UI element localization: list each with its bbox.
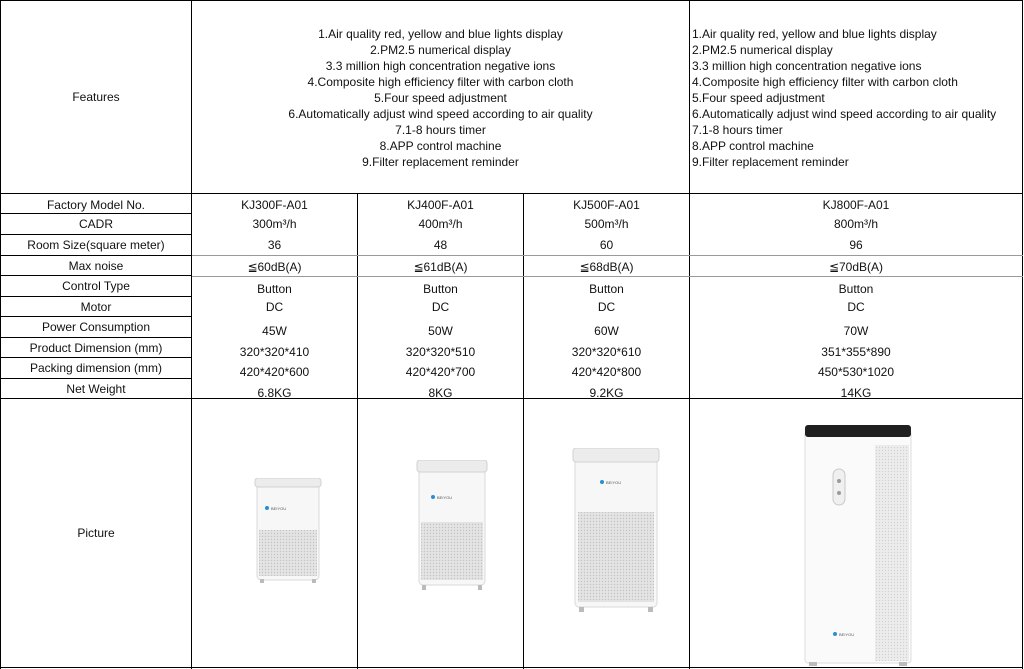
max-noise-cell: ≦60dB(A)	[247, 260, 302, 274]
room-size-cell: 96	[849, 238, 863, 252]
air-purifier-image-kj300f	[252, 478, 324, 586]
feature-item: 1.Air quality red, yellow and blue lights display	[692, 27, 937, 41]
control-type-cell: Button	[589, 281, 624, 296]
feature-item: 8.APP control machine	[692, 139, 814, 153]
features-list-small-models	[192, 1, 689, 193]
feature-item: 3.3 million high concentration negative ions	[325, 59, 556, 73]
model-cell: KJ800F-A01	[822, 197, 890, 212]
max-noise-cell: ≦61dB(A)	[413, 260, 468, 274]
brand-logo-text: BEIYOU	[437, 495, 453, 500]
air-purifier-image-kj400f	[414, 460, 490, 592]
feature-item: 9.Filter replacement reminder	[692, 155, 849, 169]
net-weight-cell: 14KG	[840, 385, 872, 400]
feature-item: 6.Automatically adjust wind speed according to air quality	[692, 107, 997, 121]
row-label-packing-dimension: Packing dimension (mm)	[29, 361, 163, 375]
product-dimension-cell: 320*320*510	[405, 344, 476, 359]
room-size-cell: 48	[433, 238, 448, 252]
control-type-cell: Button	[257, 281, 292, 296]
power-cell: 45W	[262, 323, 287, 338]
row-label-cadr: CADR	[78, 217, 113, 231]
row-label-power: Power Consumption	[41, 320, 151, 334]
feature-item: 3.3 million high concentration negative ions	[692, 59, 922, 73]
motor-cell: DC	[597, 299, 616, 314]
feature-item: 1.Air quality red, yellow and blue lights display	[318, 27, 563, 41]
motor-cell: DC	[265, 299, 284, 314]
features-list-large-model	[690, 1, 1022, 193]
row-label-motor: Motor	[80, 299, 112, 314]
air-purifier-image-kj800f	[803, 425, 913, 667]
border-bottom	[0, 667, 1023, 668]
feature-item: 4.Composite high efficiency filter with carbon cloth	[692, 75, 958, 89]
product-dimension-cell: 320*320*610	[571, 344, 642, 359]
power-cell: 60W	[594, 323, 619, 338]
max-noise-cell: ≦68dB(A)	[579, 260, 634, 274]
power-cell: 50W	[428, 323, 453, 338]
net-weight-cell: 6.8KG	[257, 385, 292, 400]
packing-dimension-cell: 450*530*1020	[817, 364, 895, 379]
row-label-max-noise: Max noise	[68, 258, 124, 273]
cadr-cell: 400m³/h	[418, 217, 463, 231]
packing-dimension-cell: 420*420*600	[239, 364, 310, 379]
max-noise-cell: ≦70dB(A)	[828, 260, 884, 274]
brand-logo-text: BEIYOU	[271, 506, 287, 511]
room-size-cell: 36	[267, 238, 282, 252]
row-label-room-size: Room Size(square meter)	[27, 238, 165, 252]
model-cell: KJ400F-A01	[407, 197, 474, 212]
packing-dimension-cell: 420*420*700	[405, 364, 476, 379]
row-label-picture: Picture	[77, 526, 115, 540]
product-dimension-cell: 351*355*890	[821, 344, 891, 359]
features-label: Features	[72, 90, 120, 104]
feature-item: 7.1-8 hours timer	[395, 123, 486, 137]
border-right	[1022, 0, 1023, 669]
brand-logo-text: BEIYOU	[839, 632, 855, 637]
feature-item: 2.PM2.5 numerical display	[370, 43, 511, 57]
feature-item: 2.PM2.5 numerical display	[692, 43, 833, 57]
feature-item: 6.Automatically adjust wind speed according to air quality	[288, 107, 593, 121]
feature-item: 8.APP control machine	[379, 139, 502, 153]
room-size-cell: 60	[599, 238, 614, 252]
row-label-product-dimension: Product Dimension (mm)	[29, 340, 163, 355]
feature-item: 5.Four speed adjustment	[692, 91, 825, 105]
row-label-control-type: Control Type	[62, 279, 130, 293]
model-cell: KJ300F-A01	[241, 197, 308, 212]
feature-item: 4.Composite high efficiency filter with carbon cloth	[307, 75, 574, 89]
control-type-cell: Button	[423, 281, 458, 296]
feature-item: 9.Filter replacement reminder	[362, 155, 519, 169]
motor-cell: DC	[847, 299, 865, 314]
air-purifier-image-kj500f	[571, 448, 661, 616]
feature-item: 7.1-8 hours timer	[692, 123, 783, 137]
power-cell: 70W	[843, 323, 869, 338]
cadr-cell: 800m³/h	[833, 217, 879, 231]
cadr-cell: 500m³/h	[584, 217, 629, 231]
control-type-cell: Button	[838, 281, 874, 296]
cadr-cell: 300m³/h	[252, 217, 297, 231]
row-label-net-weight: Net Weight	[66, 381, 126, 396]
product-dimension-cell: 320*320*410	[239, 344, 310, 359]
motor-cell: DC	[431, 299, 450, 314]
model-cell: KJ500F-A01	[573, 197, 640, 212]
feature-item: 5.Four speed adjustment	[374, 91, 507, 105]
packing-dimension-cell: 420*420*800	[571, 364, 642, 379]
row-label-model: Factory Model No.	[46, 197, 146, 212]
brand-logo-text: BEIYOU	[606, 480, 622, 485]
net-weight-cell: 8KG	[428, 385, 453, 400]
net-weight-cell: 9.2KG	[589, 385, 624, 400]
